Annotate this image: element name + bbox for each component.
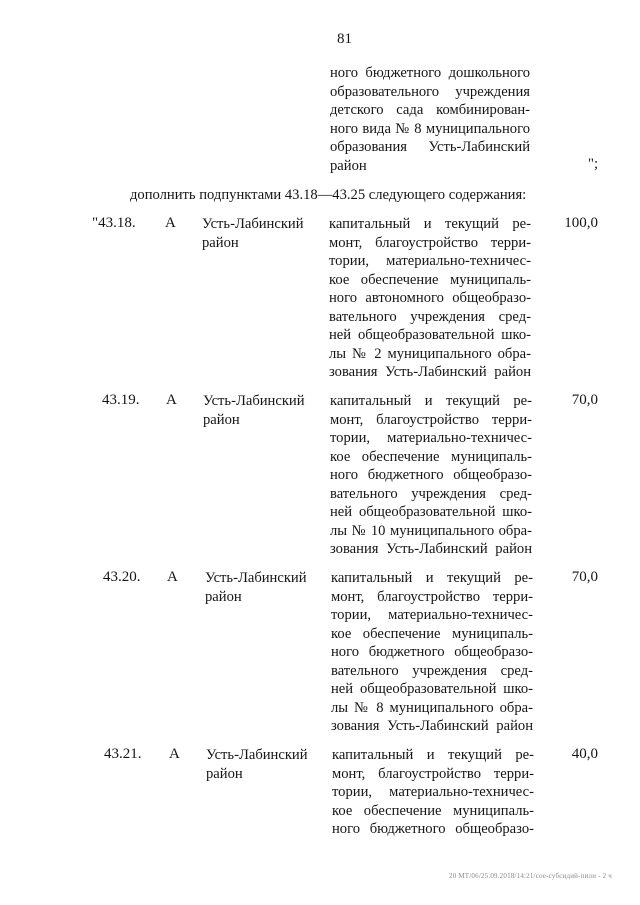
continuation-line: детского сада комбинирован- [330, 102, 530, 118]
page-number: 81 [337, 31, 352, 47]
description-line: кое обеспечение муниципаль- [331, 625, 533, 642]
description-line: вательного учреждения сред- [329, 308, 531, 325]
description-line: капитальный и текущий ре- [330, 393, 532, 409]
row-description [330, 392, 532, 559]
continuation-line: ного бюджетного дошкольного [330, 65, 530, 81]
description-line: ного автономного общеобразо- [329, 290, 531, 306]
description-line: капитальный и текущий ре- [332, 747, 534, 763]
description-line: монт, благоустройство терри- [332, 765, 534, 782]
continuation-line: ного вида № 8 муниципального [330, 120, 530, 137]
row-number: 43.21. [104, 746, 142, 762]
row-amount: 100,0 [564, 215, 598, 231]
row-area [205, 569, 307, 606]
description-line: ней общеобразовательной шко- [331, 681, 533, 697]
description-line: капитальный и текущий ре- [331, 570, 533, 586]
row-area-line: район [202, 234, 239, 251]
footer-reference: 20 МТ/06/25.09.2018/14:21/сое-субсидий-пили - 2 ч [449, 872, 612, 880]
description-line: тории, материально-техничес- [329, 253, 531, 269]
description-line: вательного учреждения сред- [331, 662, 533, 679]
row-area [203, 392, 305, 429]
continuation-closing-quote: "; [588, 156, 599, 172]
row-area-line: район [203, 411, 240, 428]
description-line: капитальный и текущий ре- [329, 216, 531, 232]
row-description [332, 746, 534, 839]
description-line: вательного учреждения сред- [330, 485, 532, 502]
row-area-line: район [206, 765, 243, 782]
description-line: монт, благоустройство терри- [329, 234, 531, 251]
row-amount: 40,0 [571, 746, 598, 762]
description-line: монт, благоустройство терри- [330, 411, 532, 428]
description-line: зования Усть-Лабинский район [330, 541, 532, 557]
description-line: кое обеспечение муниципаль- [329, 271, 531, 288]
row-number: "43.18. [92, 215, 136, 231]
intro-paragraph: дополнить подпунктами 43.18—43.25 следующего содержания: [130, 187, 527, 203]
row-category: А [166, 392, 177, 408]
continuation-line: образовательного учреждения [330, 83, 530, 100]
description-line: ней общеобразовательной шко- [330, 504, 532, 520]
row-category: А [167, 569, 178, 585]
description-line: тории, материально-техничес- [332, 784, 534, 800]
description-line: монт, благоустройство терри- [331, 588, 533, 605]
row-area-line: Усть-Лабинский [205, 570, 307, 586]
description-line: лы № 2 муниципального обра- [329, 345, 531, 362]
row-area [202, 215, 304, 252]
continuation-line: образования Усть-Лабинский [330, 139, 530, 155]
row-area-line: район [205, 588, 242, 605]
row-description [331, 569, 533, 736]
row-description [329, 215, 531, 382]
description-line: лы № 10 муниципального обра- [330, 522, 532, 539]
row-category: А [169, 746, 180, 762]
row-area-line: Усть-Лабинский [202, 216, 304, 232]
row-number: 43.19. [102, 392, 140, 408]
row-amount: 70,0 [571, 392, 598, 408]
row-area [206, 746, 308, 783]
continuation-block [330, 64, 530, 175]
row-area-line: Усть-Лабинский [206, 747, 308, 763]
description-line: ного бюджетного общеобразо- [332, 821, 534, 837]
description-line: тории, материально-техничес- [330, 430, 532, 446]
description-line: ней общеобразовательной шко- [329, 327, 531, 343]
description-line: лы № 8 муниципального обра- [331, 699, 533, 716]
row-amount: 70,0 [571, 569, 598, 585]
description-line: ного бюджетного общеобразо- [331, 644, 533, 660]
row-area-line: Усть-Лабинский [203, 393, 305, 409]
description-line: кое обеспечение муниципаль- [330, 448, 532, 465]
description-line: кое обеспечение муниципаль- [332, 802, 534, 819]
description-line: зования Усть-Лабинский район [329, 364, 531, 380]
description-line: тории, материально-техничес- [331, 607, 533, 623]
description-line: зования Усть-Лабинский район [331, 718, 533, 734]
description-line: ного бюджетного общеобразо- [330, 467, 532, 483]
row-number: 43.20. [103, 569, 141, 585]
row-category: А [165, 215, 176, 231]
continuation-line: район [330, 157, 367, 174]
